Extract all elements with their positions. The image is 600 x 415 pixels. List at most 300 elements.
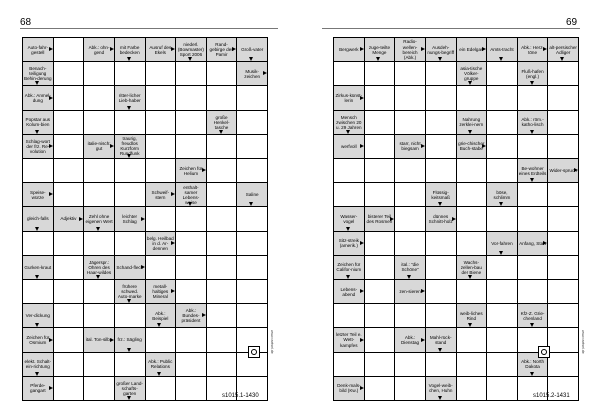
right-clue-text: Amts-tracht (490, 47, 514, 53)
left-answer-cell[interactable] (54, 86, 84, 109)
right-answer-cell[interactable] (487, 353, 517, 376)
right-clue-cell (365, 38, 395, 61)
right-answer-cell[interactable] (334, 159, 364, 182)
left-clue-text: großer Land-schafts-garten (116, 380, 143, 396)
left-answer-cell[interactable] (146, 328, 176, 351)
right-answer-cell[interactable] (365, 280, 395, 303)
right-arrow-icon (360, 96, 364, 100)
right-clue-cell (518, 38, 548, 61)
right-clue-text: ein Edelgas (459, 47, 484, 53)
right-answer-cell[interactable] (395, 86, 425, 109)
right-clue-cell (334, 377, 364, 400)
right-arrow-icon (346, 130, 350, 134)
left-answer-cell[interactable] (207, 280, 237, 303)
right-answer-cell[interactable] (548, 353, 578, 376)
right-answer-cell[interactable] (426, 353, 456, 376)
left-clue-cell (23, 256, 53, 279)
right-answer-cell[interactable] (457, 183, 487, 206)
right-answer-cell[interactable] (548, 280, 578, 303)
left-arrow-icon (188, 57, 192, 61)
right-answer-cell[interactable] (365, 304, 395, 327)
right-clue-text: bisterer Teil des Rosmen (366, 213, 393, 224)
left-answer-cell[interactable] (54, 304, 84, 327)
right-arrow-icon (438, 396, 442, 400)
right-answer-cell[interactable] (395, 353, 425, 376)
left-clue-text: Rand-gebirge des Pamir (209, 41, 234, 58)
right-answer-cell[interactable] (518, 135, 548, 158)
left-answer-cell[interactable] (54, 377, 84, 400)
left-answer-cell[interactable] (146, 86, 176, 109)
left-arrow-icon (171, 289, 175, 293)
right-answer-cell[interactable] (334, 304, 364, 327)
right-clue-text: Bergwerk (339, 47, 359, 53)
left-clue-cell (207, 111, 237, 134)
right-clue-text: Radio-wellen-bereich (Abk.) (402, 39, 418, 60)
right-answer-cell[interactable] (365, 135, 395, 158)
left-answer-cell[interactable] (54, 256, 84, 279)
right-answer-cell[interactable] (395, 159, 425, 182)
left-answer-cell[interactable] (115, 111, 145, 134)
right-clue-text: grie-chischer Buch-stabe (458, 141, 485, 152)
right-answer-cell[interactable] (487, 62, 517, 85)
left-clue-text: enthalt-samer Lebens-weise (182, 184, 200, 205)
right-clue-text: Fluß-hafen (engl.) (521, 68, 544, 79)
right-clue-text: Nahrung zerklei-nern (459, 117, 484, 128)
left-clue-text: Ausruf des Ekels (149, 44, 172, 55)
left-arrow-icon (127, 57, 131, 61)
right-clue-cell (334, 207, 364, 230)
left-answer-cell[interactable] (84, 232, 114, 255)
left-answer-cell[interactable] (54, 62, 84, 85)
left-answer-cell[interactable] (207, 304, 237, 327)
left-answer-cell[interactable] (237, 86, 267, 109)
left-answer-cell[interactable] (54, 328, 84, 351)
left-clue-text: italie-nisch: gut (87, 141, 111, 152)
left-clue-cell (84, 328, 114, 351)
left-answer-cell[interactable] (237, 232, 267, 255)
right-answer-cell[interactable] (365, 353, 395, 376)
left-answer-cell[interactable] (176, 86, 206, 109)
left-answer-cell[interactable] (54, 111, 84, 134)
right-answer-cell[interactable] (395, 232, 425, 255)
left-answer-cell[interactable] (23, 159, 53, 182)
right-answer-cell[interactable] (548, 256, 578, 279)
right-arrow-icon (468, 81, 472, 85)
left-answer-cell[interactable] (146, 256, 176, 279)
right-clue-text: Abk.: Herz-töne (521, 44, 545, 55)
left-clue-text: gleich-falls (26, 216, 49, 222)
left-solution-icon (248, 346, 260, 358)
right-answer-cell[interactable] (487, 207, 517, 230)
left-arrow-icon (110, 144, 114, 148)
right-clue-cell (426, 207, 456, 230)
left-clue-text: traurig, freudlos Kurzform Rundfunk (119, 136, 140, 157)
left-arrow-icon (35, 372, 39, 376)
right-clue-cell (334, 256, 364, 279)
left-clue-cell (23, 353, 53, 376)
left-answer-cell[interactable] (54, 280, 84, 303)
right-answer-cell[interactable] (457, 86, 487, 109)
left-arrow-icon (96, 275, 100, 279)
left-clue-text: Zeichen für Helium (179, 165, 203, 176)
left-answer-cell[interactable] (176, 328, 206, 351)
left-answer-cell[interactable] (207, 256, 237, 279)
left-answer-cell[interactable] (115, 353, 145, 376)
right-answer-cell[interactable] (548, 304, 578, 327)
left-answer-cell[interactable] (207, 135, 237, 158)
right-answer-cell[interactable] (457, 207, 487, 230)
left-answer-cell[interactable] (237, 159, 267, 182)
right-clue-text: Flüssig-keitsmaß (431, 189, 450, 200)
right-clue-text: starr, nicht biegsam (399, 141, 421, 152)
left-answer-cell[interactable] (237, 304, 267, 327)
right-arrow-icon (360, 241, 364, 245)
left-clue-text: Benach-teiligung Behin-derung (24, 66, 52, 82)
left-clue-text: Abk.: Bundes-präsident (181, 308, 201, 324)
left-arrow-icon (202, 313, 206, 317)
right-answer-cell[interactable] (548, 62, 578, 85)
right-answer-cell[interactable] (395, 62, 425, 85)
left-answer-cell[interactable] (176, 377, 206, 400)
right-answer-cell[interactable] (334, 353, 364, 376)
left-clue-cell (23, 328, 53, 351)
left-answer-cell[interactable] (237, 280, 267, 303)
right-clue-text: Abk.: Dienstag (400, 334, 420, 345)
left-answer-cell[interactable] (54, 353, 84, 376)
right-clue-text: Anfang, Start (519, 240, 546, 246)
right-page-number: 69 (566, 17, 578, 28)
left-arrow-icon (157, 372, 161, 376)
right-answer-cell[interactable] (457, 232, 487, 255)
left-answer-cell[interactable] (115, 232, 145, 255)
right-answer-cell[interactable] (365, 183, 395, 206)
right-arrow-icon (560, 57, 564, 61)
left-page-number: 68 (20, 17, 32, 28)
left-arrow-icon (49, 144, 53, 148)
left-clue-text: Zehl ohne eigenen Wert (85, 213, 113, 224)
left-answer-cell[interactable] (54, 38, 84, 61)
right-arrow-icon (360, 386, 364, 390)
left-arrow-icon (49, 96, 53, 100)
right-answer-cell[interactable] (426, 256, 456, 279)
left-clue-cell (23, 207, 53, 230)
right-answer-cell[interactable] (457, 328, 487, 351)
right-answer-cell[interactable] (365, 111, 395, 134)
right-answer-cell[interactable] (548, 183, 578, 206)
right-clue-text: Wachs-zellen-bau der Biene (460, 259, 482, 275)
right-answer-cell[interactable] (365, 256, 395, 279)
left-answer-cell[interactable] (176, 135, 206, 158)
right-clue-cell (457, 135, 487, 158)
left-answer-cell[interactable] (237, 111, 267, 134)
left-answer-cell[interactable] (23, 280, 53, 303)
left-clue-cell (176, 38, 206, 61)
right-clue-text: dünnes Schnitt-holz (428, 213, 453, 224)
left-arrow-icon (49, 192, 53, 196)
right-answer-cell[interactable] (365, 328, 395, 351)
left-clue-text: frz.: Sägling (117, 337, 142, 343)
left-answer-cell[interactable] (176, 353, 206, 376)
right-answer-cell[interactable] (487, 86, 517, 109)
right-clue-text: ital.: "die Schöne" (401, 262, 419, 273)
right-arrow-icon (376, 57, 380, 61)
left-clue-text: Abk.: Beispiel (152, 310, 169, 321)
right-answer-cell[interactable] (487, 328, 517, 351)
left-answer-cell[interactable] (115, 304, 145, 327)
left-answer-cell[interactable] (207, 62, 237, 85)
right-clue-text: werfvoll (341, 143, 357, 149)
right-answer-cell[interactable] (457, 377, 487, 400)
right-answer-cell[interactable] (426, 280, 456, 303)
right-answer-cell[interactable] (518, 207, 548, 230)
right-arrow-icon (468, 275, 472, 279)
right-clue-text: Vogel-weib-chen, Huhn (428, 383, 453, 394)
right-arrow-icon (438, 348, 442, 352)
left-answer-cell[interactable] (84, 183, 114, 206)
left-clue-cell (23, 86, 53, 109)
left-answer-cell[interactable] (146, 207, 176, 230)
right-answer-cell[interactable] (365, 377, 395, 400)
right-clue-cell (518, 111, 548, 134)
left-clue-cell (23, 111, 53, 134)
left-answer-cell[interactable] (237, 256, 267, 279)
right-clue-cell (426, 377, 456, 400)
right-clue-cell (487, 183, 517, 206)
right-arrow-icon (452, 217, 456, 221)
right-answer-cell[interactable] (548, 207, 578, 230)
right-answer-cell[interactable] (518, 280, 548, 303)
left-clue-text: Schand-fleck (116, 264, 143, 270)
right-clue-cell (487, 38, 517, 61)
left-answer-cell[interactable] (146, 111, 176, 134)
left-answer-cell[interactable] (146, 159, 176, 182)
left-arrow-icon (249, 202, 253, 206)
right-answer-cell[interactable] (548, 328, 578, 351)
left-answer-cell[interactable] (84, 353, 114, 376)
left-clue-cell (23, 38, 53, 61)
right-clue-cell (334, 232, 364, 255)
left-clue-cell (237, 183, 267, 206)
right-clue-text: Be-wohner eines Erdteils (518, 165, 547, 176)
right-answer-cell[interactable] (487, 377, 517, 400)
left-sidebar-text: www.raetsel.de (270, 330, 274, 354)
left-arrow-icon (110, 338, 114, 342)
left-answer-cell[interactable] (84, 304, 114, 327)
right-answer-cell[interactable] (426, 111, 456, 134)
right-answer-cell[interactable] (395, 111, 425, 134)
left-answer-cell[interactable] (176, 62, 206, 85)
left-clue-cell (115, 38, 145, 61)
right-clue-text: Wasser-vogel (340, 213, 358, 224)
left-answer-cell[interactable] (23, 232, 53, 255)
right-arrow-icon (574, 168, 578, 172)
left-answer-cell[interactable] (176, 111, 206, 134)
right-answer-cell[interactable] (548, 86, 578, 109)
right-clue-cell (518, 304, 548, 327)
right-clue-cell (395, 328, 425, 351)
right-clue-cell (487, 232, 517, 255)
left-answer-cell[interactable] (146, 62, 176, 85)
left-answer-cell[interactable] (176, 280, 206, 303)
right-arrow-icon (530, 372, 534, 376)
right-answer-cell[interactable] (426, 135, 456, 158)
left-clue-text: mit Farbe bedecken (119, 44, 140, 55)
right-answer-cell[interactable] (518, 183, 548, 206)
left-clue-text: niederl. (Bowmaster) Sport 2006 (177, 41, 204, 58)
right-answer-cell[interactable] (487, 304, 517, 327)
right-clue-text: Denk-mals-bild (Kw.) (337, 383, 361, 394)
left-clue-text: Groß-vater (241, 47, 264, 53)
right-answer-cell[interactable] (548, 111, 578, 134)
left-answer-cell[interactable] (54, 232, 84, 255)
right-answer-cell[interactable] (487, 135, 517, 158)
left-answer-cell[interactable] (207, 328, 237, 351)
left-answer-cell[interactable] (146, 135, 176, 158)
right-clue-cell (518, 62, 548, 85)
left-clue-text: frühere schwed. Auto-marke (117, 283, 142, 300)
right-clue-text: Abk.: North Dakota (521, 359, 545, 370)
right-clue-cell (334, 280, 364, 303)
left-answer-cell[interactable] (84, 111, 114, 134)
right-answer-cell[interactable] (395, 207, 425, 230)
left-arrow-icon (232, 47, 236, 51)
right-answer-cell[interactable] (426, 304, 456, 327)
left-answer-cell[interactable] (84, 280, 114, 303)
left-arrow-icon (141, 217, 145, 221)
right-answer-cell[interactable] (395, 377, 425, 400)
right-answer-cell[interactable] (365, 232, 395, 255)
left-answer-cell[interactable] (207, 183, 237, 206)
left-answer-cell[interactable] (54, 159, 84, 182)
left-clue-text: Pferde-gangart (30, 383, 46, 394)
right-arrow-icon (421, 144, 425, 148)
left-answer-cell[interactable] (146, 377, 176, 400)
left-answer-cell[interactable] (115, 159, 145, 182)
left-answer-cell[interactable] (84, 62, 114, 85)
right-clue-text: Abk.: röm.-katho-lisch (521, 117, 544, 128)
left-answer-cell[interactable] (207, 353, 237, 376)
left-answer-cell[interactable] (207, 86, 237, 109)
left-clue-text: Abk.: Anmel-dung (24, 92, 51, 103)
right-answer-cell[interactable] (365, 62, 395, 85)
left-answer-cell[interactable] (84, 86, 114, 109)
left-clue-cell (146, 304, 176, 327)
right-answer-cell[interactable] (365, 159, 395, 182)
right-arrow-icon (360, 338, 364, 342)
left-clue-cell (23, 377, 53, 400)
right-clue-cell (395, 38, 425, 61)
right-answer-cell[interactable] (426, 86, 456, 109)
left-clue-cell (176, 159, 206, 182)
left-answer-cell[interactable] (207, 159, 237, 182)
left-clue-text: ritter-licher Lieb-haber (118, 92, 141, 103)
left-arrow-icon (202, 168, 206, 172)
right-answer-cell[interactable] (457, 159, 487, 182)
left-clue-cell (146, 38, 176, 61)
right-clue-cell (457, 256, 487, 279)
right-answer-cell[interactable] (487, 280, 517, 303)
right-answer-cell[interactable] (365, 86, 395, 109)
right-clue-cell (395, 280, 425, 303)
right-answer-cell[interactable] (457, 353, 487, 376)
left-answer-cell[interactable] (115, 183, 145, 206)
right-answer-cell[interactable] (487, 111, 517, 134)
right-answer-cell[interactable] (457, 280, 487, 303)
right-answer-cell[interactable] (487, 159, 517, 182)
right-answer-cell[interactable] (395, 304, 425, 327)
left-answer-cell[interactable] (84, 159, 114, 182)
left-clue-cell (23, 183, 53, 206)
left-answer-cell[interactable] (176, 207, 206, 230)
right-clue-cell (334, 328, 364, 351)
left-answer-cell[interactable] (115, 62, 145, 85)
right-answer-cell[interactable] (518, 256, 548, 279)
left-clue-cell (146, 280, 176, 303)
right-arrow-icon (346, 227, 350, 231)
left-answer-cell[interactable] (176, 256, 206, 279)
left-clue-text: leichter Schlag (122, 213, 138, 224)
right-answer-cell[interactable] (334, 183, 364, 206)
right-clue-cell (457, 304, 487, 327)
right-answer-cell[interactable] (518, 86, 548, 109)
left-clue-text: große Henkel-tasche (213, 114, 230, 130)
left-answer-cell[interactable] (237, 135, 267, 158)
left-answer-cell[interactable] (207, 207, 237, 230)
left-clue-text: belg. Heilbad in d. Ar-dennen (146, 235, 174, 251)
right-answer-cell[interactable] (548, 232, 578, 255)
right-answer-cell[interactable] (395, 183, 425, 206)
right-puzzle-code: s1015.2-1431 (533, 393, 570, 399)
left-clue-cell (115, 377, 145, 400)
right-arrow-icon (468, 130, 472, 134)
right-arrow-icon (438, 202, 442, 206)
right-clue-text: zuge-teilte Menge (368, 44, 391, 55)
right-arrow-icon (482, 47, 486, 51)
right-answer-cell[interactable] (426, 232, 456, 255)
left-answer-cell[interactable] (176, 232, 206, 255)
left-arrow-icon (110, 47, 114, 51)
left-clue-cell (146, 232, 176, 255)
right-arrow-icon (346, 275, 350, 279)
right-arrow-icon (499, 251, 503, 255)
left-clue-cell (146, 183, 176, 206)
left-answer-cell[interactable] (207, 232, 237, 255)
right-arrow-icon (499, 57, 503, 61)
right-clue-text: asia-tische Völker-gruppe (460, 66, 483, 82)
right-arrow-icon (530, 178, 534, 182)
left-clue-cell (54, 207, 84, 230)
left-arrow-icon (35, 323, 39, 327)
left-clue-cell (115, 328, 145, 351)
left-clue-cell (146, 353, 176, 376)
left-arrow-icon (35, 227, 39, 231)
left-answer-cell[interactable] (84, 377, 114, 400)
left-answer-cell[interactable] (54, 135, 84, 158)
left-answer-cell[interactable] (237, 207, 267, 230)
left-answer-cell[interactable] (54, 183, 84, 206)
right-answer-cell[interactable] (426, 159, 456, 182)
left-clue-text: Adjektiv (60, 216, 77, 222)
left-arrow-icon (127, 348, 131, 352)
left-clue-cell (176, 304, 206, 327)
right-answer-cell[interactable] (548, 135, 578, 158)
left-arrow-icon (249, 57, 253, 61)
right-arrow-icon (421, 338, 425, 342)
right-answer-cell[interactable] (426, 62, 456, 85)
right-answer-cell[interactable] (334, 62, 364, 85)
right-answer-cell[interactable] (487, 256, 517, 279)
left-clue-text: Abk.: ohn-gend (88, 44, 110, 55)
